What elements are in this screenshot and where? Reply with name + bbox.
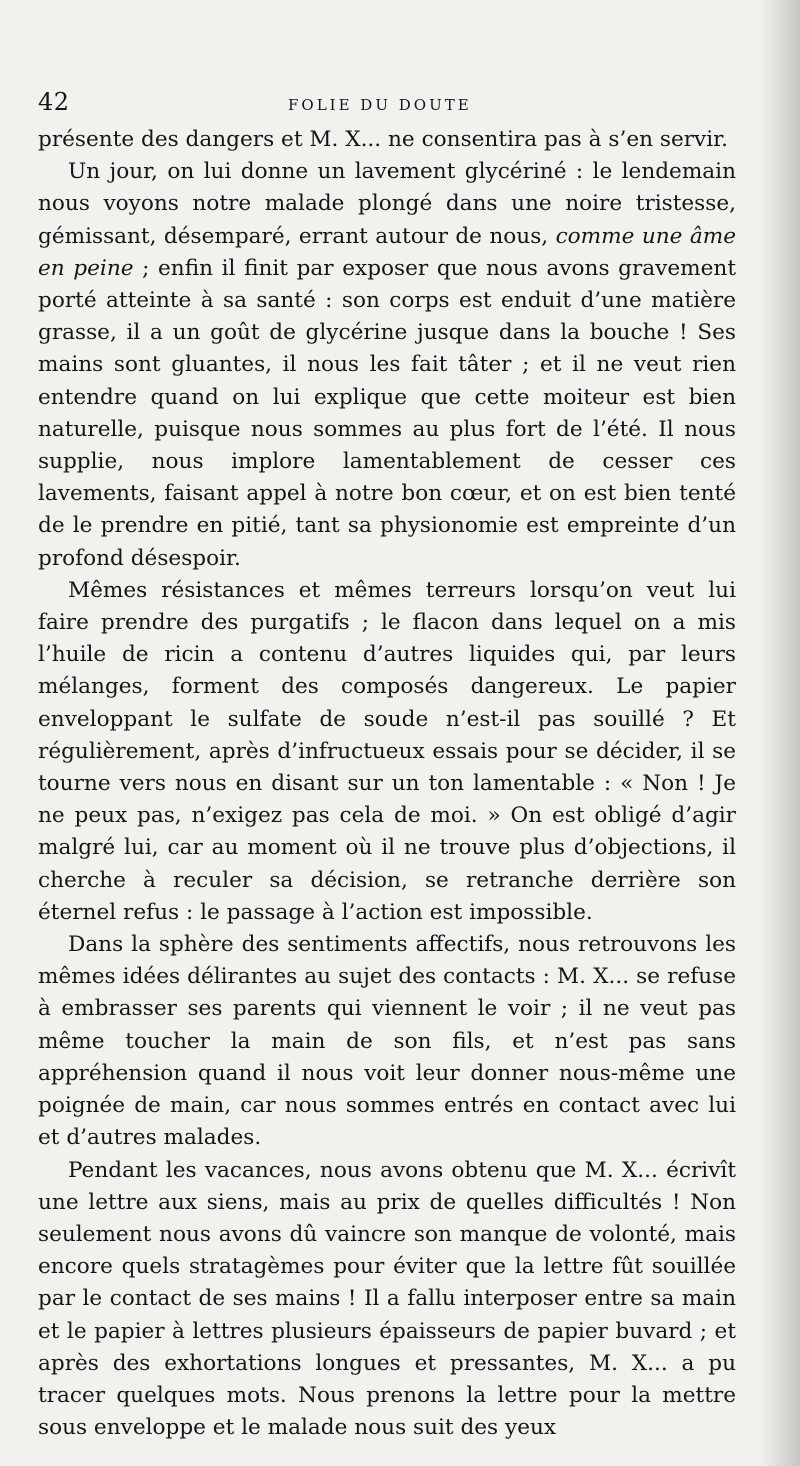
paragraph-text: présente des dangers et M. X... ne consentira pas à s’en servir. [38, 127, 728, 152]
page-edge-shadow [760, 0, 800, 1466]
paragraph-text: Un jour, on lui donne un lavement glycériné : le lendemain nous voyons notre malade plongé dans une noire tristesse, gémissant, désemparé, errant autour de nous, [38, 159, 736, 249]
paragraph-1 [38, 124, 736, 156]
paragraph-4 [38, 929, 736, 1154]
paragraph-text: Pendant les vacances, nous avons obtenu que M. X... écrivît une lettre aux siens, mais au prix de quelles difficultés ! Non seulement nous avons dû vaincre son manque de volonté, mais encore quels stratagèmes pour éviter que la lettre fût souillée par le contact de ses mains ! Il a fallu interposer entre sa main et le papier à lettres plusieurs épaisseurs de papier buvard ; et après des exhortations longues et pressantes, M. X... a pu tracer quelques mots. Nous prenons la lettre pour la mettre sous enveloppe et le malade nous suit des yeux [38, 1157, 736, 1441]
running-title: FOLIE DU DOUTE [288, 96, 472, 114]
page-header [38, 84, 736, 124]
page-number: 42 [38, 88, 70, 116]
paragraph-3 [38, 575, 736, 929]
paragraph-text: Dans la sphère des sentiments affectifs, nous retrouvons les mêmes idées délirantes au sujet des contacts : M. X... se refuse à embrasser ses parents qui viennent le voir ; il ne veut pas même toucher la main de son fils, et n’est pas sans appréhension quand il nous voit leur donner nous-même une poignée de main, car nous sommes entrés en contact avec lui et d’autres malades. [38, 932, 736, 1151]
book-page [38, 84, 736, 1444]
paragraph-2 [38, 156, 736, 575]
paragraph-5 [38, 1155, 736, 1445]
paragraph-text: Mêmes résistances et mêmes terreurs lorsqu’on veut lui faire prendre des purgatifs ; le flacon dans lequel on a mis l’huile de ricin a contenu d’autres liquides qui, par leurs mélanges, forment des composés dangereux. Le papier enveloppant le sulfate de soude n’est-il pas souillé ? Et régulièrement, après d’infructueux essais pour se décider, il se tourne vers nous en disant sur un ton lamentable : « Non ! Je ne peux pas, n’exigez pas cela de moi. » On est obligé d’agir malgré lui, car au moment où il ne trouve plus d’objections, il cherche à reculer sa décision, se retranche derrière son éternel refus : le passage à l’action est impossible. [38, 577, 736, 925]
paragraph-text: ; enfin il finit par exposer que nous avons gravement porté atteinte à sa santé : son corps est enduit d’une matière grasse, il a un goût de glycérine jusque dans la bouche ! Ses mains sont gluantes, il nous les fait tâter ; et il ne veut rien entendre quand on lui explique que cette moiteur est bien naturelle, puisque nous sommes au plus fort de l’été. Il nous supplie, nous implore lamentablement de cesser ces lavements, faisant appel à notre bon cœur, et on est bien tenté de le prendre en pitié, tant sa physionomie est empreinte d’un profond désespoir. [38, 255, 736, 571]
body-text [38, 124, 736, 1444]
italic-phrase: comme une âme en peine [38, 223, 736, 281]
